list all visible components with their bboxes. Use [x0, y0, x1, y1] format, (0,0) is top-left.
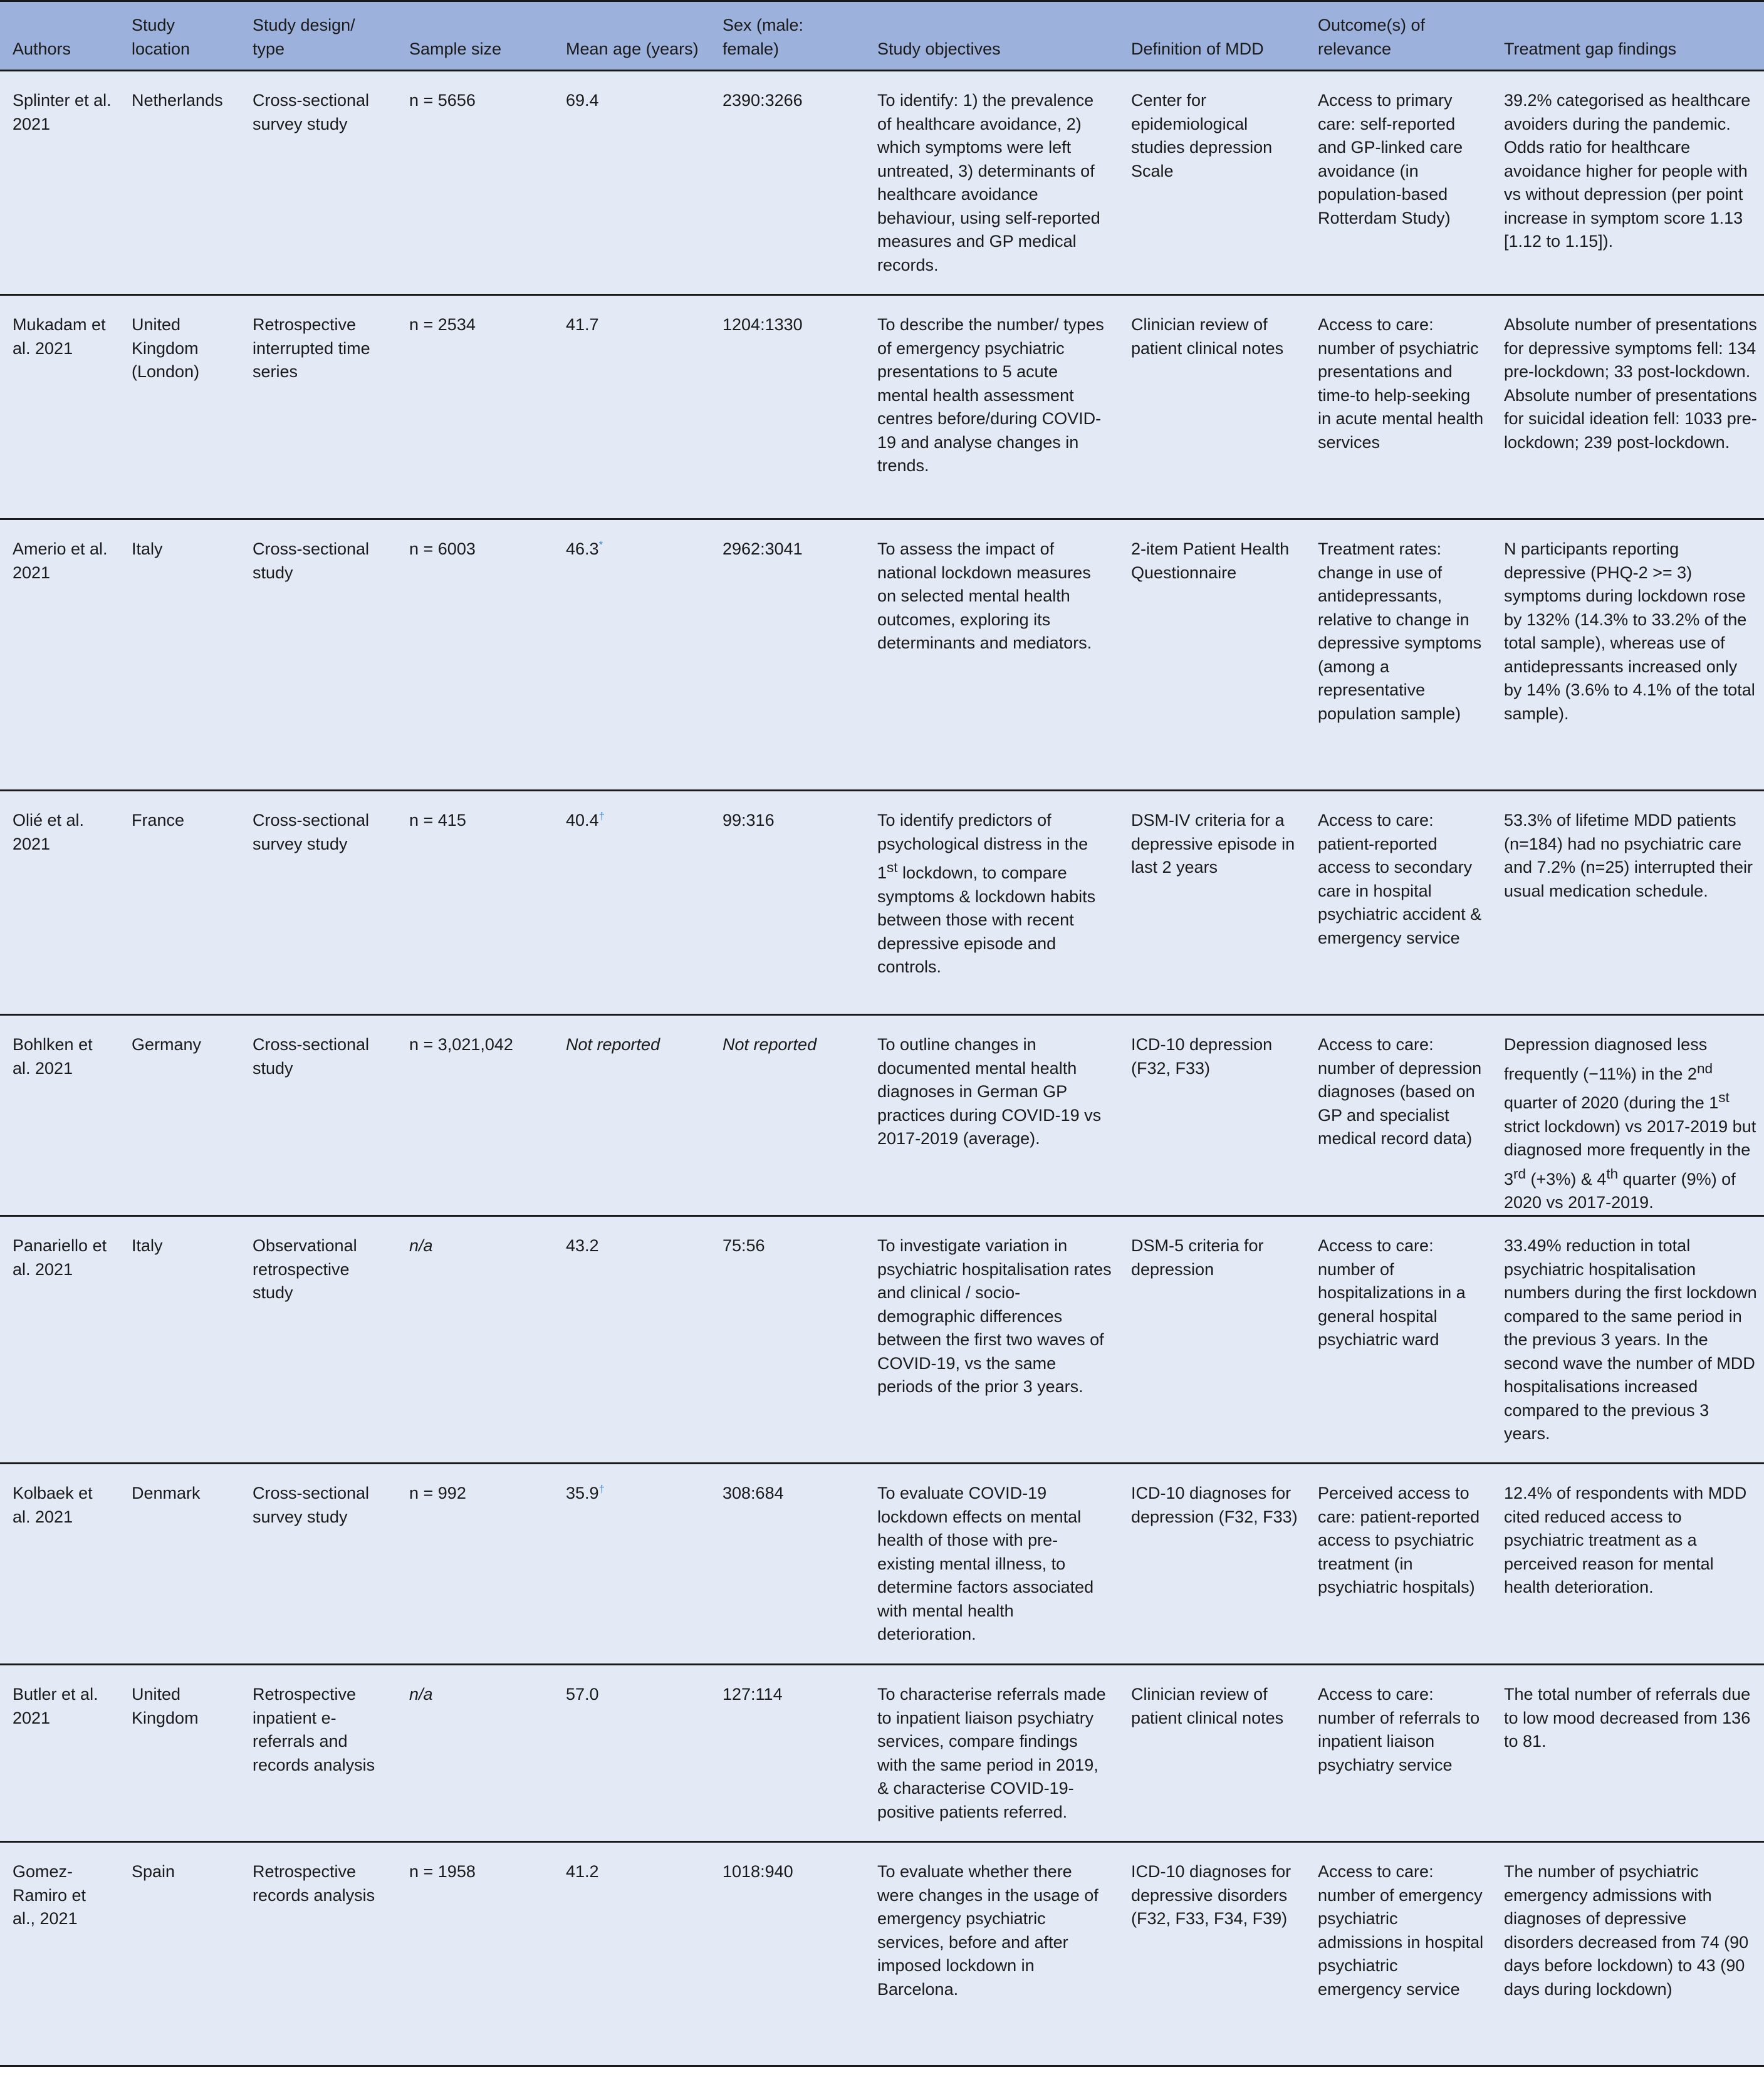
cell-definition: 2-item Patient Health Questionnaire	[1119, 519, 1305, 791]
cell-mean-age	[553, 1665, 710, 1842]
cell-definition: ICD-10 diagnoses for depressive disorders (F32, F33, F34, F39)	[1119, 1842, 1305, 2066]
cell-sample-size: n = 1958	[397, 1842, 553, 2066]
cell-definition: DSM-5 criteria for depression	[1119, 1216, 1305, 1464]
cell-sex: 2390:3266	[710, 71, 865, 295]
mean-age-value: 46.3	[566, 539, 599, 558]
cell-findings: The total number of referrals due to low mood decreased from 136 to 81.	[1491, 1665, 1764, 1842]
cell-objectives: To outline changes in documented mental health diagnoses in German GP practices during COVID-19 vs 2017-2019 (average).	[865, 1015, 1119, 1216]
ordinal-suffix: nd	[1696, 1060, 1713, 1076]
cell-sex: 99:316	[710, 791, 865, 1015]
header-mean-age: Mean age (years)	[553, 1, 710, 71]
ordinal-suffix: th	[1606, 1165, 1619, 1182]
findings-text: strict lockdown) vs 2017-2019 but diagnosed more frequently in the 3	[1504, 1117, 1756, 1189]
cell-location: France	[119, 791, 240, 1015]
cell-location: Germany	[119, 1015, 240, 1216]
cell-design: Cross-sectional survey study	[240, 791, 397, 1015]
cell-sex: 75:56	[710, 1216, 865, 1464]
cell-sex: Not reported	[710, 1015, 865, 1216]
table-row	[0, 295, 1764, 519]
cell-definition: Clinician review of patient clinical notes	[1119, 1665, 1305, 1842]
cell-objectives: To assess the impact of national lockdown measures on selected mental health outcomes, exploring its determinants and mediators.	[865, 519, 1119, 791]
cell-objectives: To characterise referrals made to inpatient liaison psychiatry services, compare findings with the same period in 2019, & characterise COVID-19-positive patients referred.	[865, 1665, 1119, 1842]
cell-authors: Butler et al. 2021	[0, 1665, 119, 1842]
cell-sex: 308:684	[710, 1464, 865, 1665]
cell-mean-age	[553, 295, 710, 519]
cell-sample-size: n/a	[397, 1216, 553, 1464]
cell-sex: 127:114	[710, 1665, 865, 1842]
mean-age-value: 57.0	[566, 1685, 599, 1704]
table-row	[0, 1464, 1764, 1665]
cell-findings	[1491, 1015, 1764, 1216]
cell-authors: Amerio et al. 2021	[0, 519, 119, 791]
cell-findings: 53.3% of lifetime MDD patients (n=184) had no psychiatric care and 7.2% (n=25) interrupted their usual medication schedule.	[1491, 791, 1764, 1015]
cell-authors: Olié et al. 2021	[0, 791, 119, 1015]
mean-age-value: 41.2	[566, 1862, 599, 1881]
table-body	[0, 71, 1764, 2066]
cell-objectives: To investigate variation in psychiatric hospitalisation rates and clinical / socio-demographic differences between the first two waves of COVID-19, vs the same periods of the prior 3 years.	[865, 1216, 1119, 1464]
mean-age-value: 41.7	[566, 315, 599, 334]
cell-location: Italy	[119, 519, 240, 791]
cell-design: Cross-sectional survey study	[240, 1464, 397, 1665]
header-study-design: Study design/ type	[240, 1, 397, 71]
cell-design: Cross-sectional survey study	[240, 71, 397, 295]
cell-sample-size: n/a	[397, 1665, 553, 1842]
cell-outcome: Access to care: number of depression diagnoses (based on GP and specialist medical record data)	[1305, 1015, 1491, 1216]
cell-objectives: To evaluate COVID-19 lockdown effects on mental health of those with pre-existing mental illness, to determine factors associated with mental health deterioration.	[865, 1464, 1119, 1665]
cell-design: Retrospective records analysis	[240, 1842, 397, 2066]
cell-location: Spain	[119, 1842, 240, 2066]
findings-text: quarter (9%) of 2020 vs 2017-2019.	[1504, 1169, 1736, 1212]
table-row	[0, 1842, 1764, 2066]
cell-authors: Kolbaek et al. 2021	[0, 1464, 119, 1665]
cell-objectives: To identify: 1) the prevalence of healthcare avoidance, 2) which symptoms were left untreated, 3) determinants of healthcare avoidance behaviour, using self-reported measures and GP medical records.	[865, 71, 1119, 295]
table-row	[0, 791, 1764, 1015]
cell-outcome: Access to care: number of referrals to inpatient liaison psychiatry service	[1305, 1665, 1491, 1842]
mean-age-value: 40.4	[566, 811, 599, 830]
cell-authors: Bohlken et al. 2021	[0, 1015, 119, 1216]
cell-outcome: Treatment rates: change in use of antidepressants, relative to change in depressive symptoms (among a representative population sample)	[1305, 519, 1491, 791]
cell-findings: N participants reporting depressive (PHQ-2 >= 3) symptoms during lockdown rose by 132% (14.3% to 33.2% of the total sample), whereas use of antidepressants increased only by 14% (3.6% to 4.1% of the total sample).	[1491, 519, 1764, 791]
cell-sex: 1018:940	[710, 1842, 865, 2066]
cell-mean-age	[553, 1216, 710, 1464]
header-outcomes: Outcome(s) of relevance	[1305, 1, 1491, 71]
cell-design: Retrospective inpatient e-referrals and records analysis	[240, 1665, 397, 1842]
table-row	[0, 519, 1764, 791]
cell-outcome: Perceived access to care: patient-reported access to psychiatric treatment (in psychiatric hospitals)	[1305, 1464, 1491, 1665]
cell-objectives	[865, 791, 1119, 1015]
table-row	[0, 1015, 1764, 1216]
footnote-mark: *	[598, 539, 603, 551]
cell-outcome: Access to care: patient-reported access to secondary care in hospital psychiatric accident & emergency service	[1305, 791, 1491, 1015]
header-definition-of-mdd: Definition of MDD	[1119, 1, 1305, 71]
cell-authors: Splinter et al. 2021	[0, 71, 119, 295]
cell-definition: Clinician review of patient clinical notes	[1119, 295, 1305, 519]
findings-text: Depression diagnosed less frequently (−11%) in the 2	[1504, 1035, 1708, 1083]
footnote-mark: †	[598, 810, 605, 822]
cell-definition: DSM-IV criteria for a depressive episode in last 2 years	[1119, 791, 1305, 1015]
cell-outcome: Access to primary care: self-reported and GP-linked care avoidance (in population-based Rotterdam Study)	[1305, 71, 1491, 295]
cell-sample-size: n = 2534	[397, 295, 553, 519]
cell-authors: Panariello et al. 2021	[0, 1216, 119, 1464]
cell-findings: Absolute number of presentations for depressive symptoms fell: 134 pre-lockdown; 33 post-lockdown. Absolute number of presentations for suicidal ideation fell: 1033 pre-lockdown; 239 post-lockdown.	[1491, 295, 1764, 519]
header-sample-size: Sample size	[397, 1, 553, 71]
mean-age-value: 69.4	[566, 91, 599, 110]
cell-definition: Center for epidemiological studies depression Scale	[1119, 71, 1305, 295]
cell-outcome: Access to care: number of emergency psychiatric admissions in hospital psychiatric emergency service	[1305, 1842, 1491, 2066]
table-row	[0, 1665, 1764, 1842]
cell-sample-size: n = 415	[397, 791, 553, 1015]
cell-location: United Kingdom	[119, 1665, 240, 1842]
cell-outcome: Access to care: number of hospitalizations in a general hospital psychiatric ward	[1305, 1216, 1491, 1464]
cell-location: Italy	[119, 1216, 240, 1464]
table-header	[0, 1, 1764, 71]
cell-mean-age	[553, 791, 710, 1015]
cell-sample-size: n = 5656	[397, 71, 553, 295]
cell-mean-age	[553, 1464, 710, 1665]
footnote-mark: †	[598, 1483, 605, 1495]
header-sex: Sex (male: female)	[710, 1, 865, 71]
mean-age-value: 35.9	[566, 1484, 599, 1502]
cell-mean-age	[553, 71, 710, 295]
cell-sample-size: n = 6003	[397, 519, 553, 791]
cell-outcome: Access to care: number of psychiatric presentations and time-to help-seeking in acute mental health services	[1305, 295, 1491, 519]
cell-sample-size: n = 992	[397, 1464, 553, 1665]
table-row	[0, 71, 1764, 295]
ordinal-suffix: st	[887, 860, 898, 875]
cell-findings: 33.49% reduction in total psychiatric hospitalisation numbers during the first lockdown compared to the same period in the previous 3 years. In the second wave the number of MDD hospitalisations increased compared to the previous 3 years.	[1491, 1216, 1764, 1464]
cell-design: Observational retrospective study	[240, 1216, 397, 1464]
objectives-text: lockdown, to compare symptoms & lockdown habits between those with recent depressive episode and controls.	[877, 863, 1096, 976]
cell-mean-age	[553, 519, 710, 791]
header-study-objectives: Study objectives	[865, 1, 1119, 71]
cell-authors: Gomez-Ramiro et al., 2021	[0, 1842, 119, 2066]
cell-design: Cross-sectional study	[240, 1015, 397, 1216]
cell-sample-size: n = 3,021,042	[397, 1015, 553, 1216]
cell-findings: 39.2% categorised as healthcare avoiders during the pandemic. Odds ratio for healthcare avoidance higher for people with vs without depression (per point increase in symptom score 1.13 [1.12 to 1.15]).	[1491, 71, 1764, 295]
findings-text: (+3%) & 4	[1526, 1169, 1607, 1189]
cell-sex: 1204:1330	[710, 295, 865, 519]
mean-age-value: Not reported	[566, 1035, 660, 1054]
cell-mean-age	[553, 1015, 710, 1216]
cell-findings: 12.4% of respondents with MDD cited reduced access to psychiatric treatment as a perceived reason for mental health deterioration.	[1491, 1464, 1764, 1665]
header-row	[0, 1, 1764, 71]
cell-objectives: To describe the number/ types of emergency psychiatric presentations to 5 acute mental health assessment centres before/during COVID-19 and analyse changes in trends.	[865, 295, 1119, 519]
cell-objectives: To evaluate whether there were changes in the usage of emergency psychiatric services, before and after imposed lockdown in Barcelona.	[865, 1842, 1119, 2066]
objectives-text: To identify predictors of psychological distress in the 1	[877, 811, 1088, 882]
cell-design: Cross-sectional study	[240, 519, 397, 791]
cell-design: Retrospective interrupted time series	[240, 295, 397, 519]
cell-sex: 2962:3041	[710, 519, 865, 791]
cell-definition: ICD-10 depression (F32, F33)	[1119, 1015, 1305, 1216]
cell-location: United Kingdom (London)	[119, 295, 240, 519]
header-study-location: Study location	[119, 1, 240, 71]
header-authors: Authors	[0, 1, 119, 71]
ordinal-suffix: rd	[1513, 1165, 1527, 1182]
cell-location: Denmark	[119, 1464, 240, 1665]
cell-location: Netherlands	[119, 71, 240, 295]
header-treatment-gap-findings: Treatment gap findings	[1491, 1, 1764, 71]
cell-findings: The number of psychiatric emergency admissions with diagnoses of depressive disorders decreased from 74 (90 days before lockdown) to 43 (90 days during lockdown)	[1491, 1842, 1764, 2066]
mean-age-value: 43.2	[566, 1236, 599, 1255]
cell-authors: Mukadam et al. 2021	[0, 295, 119, 519]
ordinal-suffix: st	[1718, 1090, 1730, 1105]
cell-mean-age	[553, 1842, 710, 2066]
cell-definition: ICD-10 diagnoses for depression (F32, F33)	[1119, 1464, 1305, 1665]
table-row	[0, 1216, 1764, 1464]
findings-text: quarter of 2020 (during the 1	[1504, 1093, 1719, 1112]
